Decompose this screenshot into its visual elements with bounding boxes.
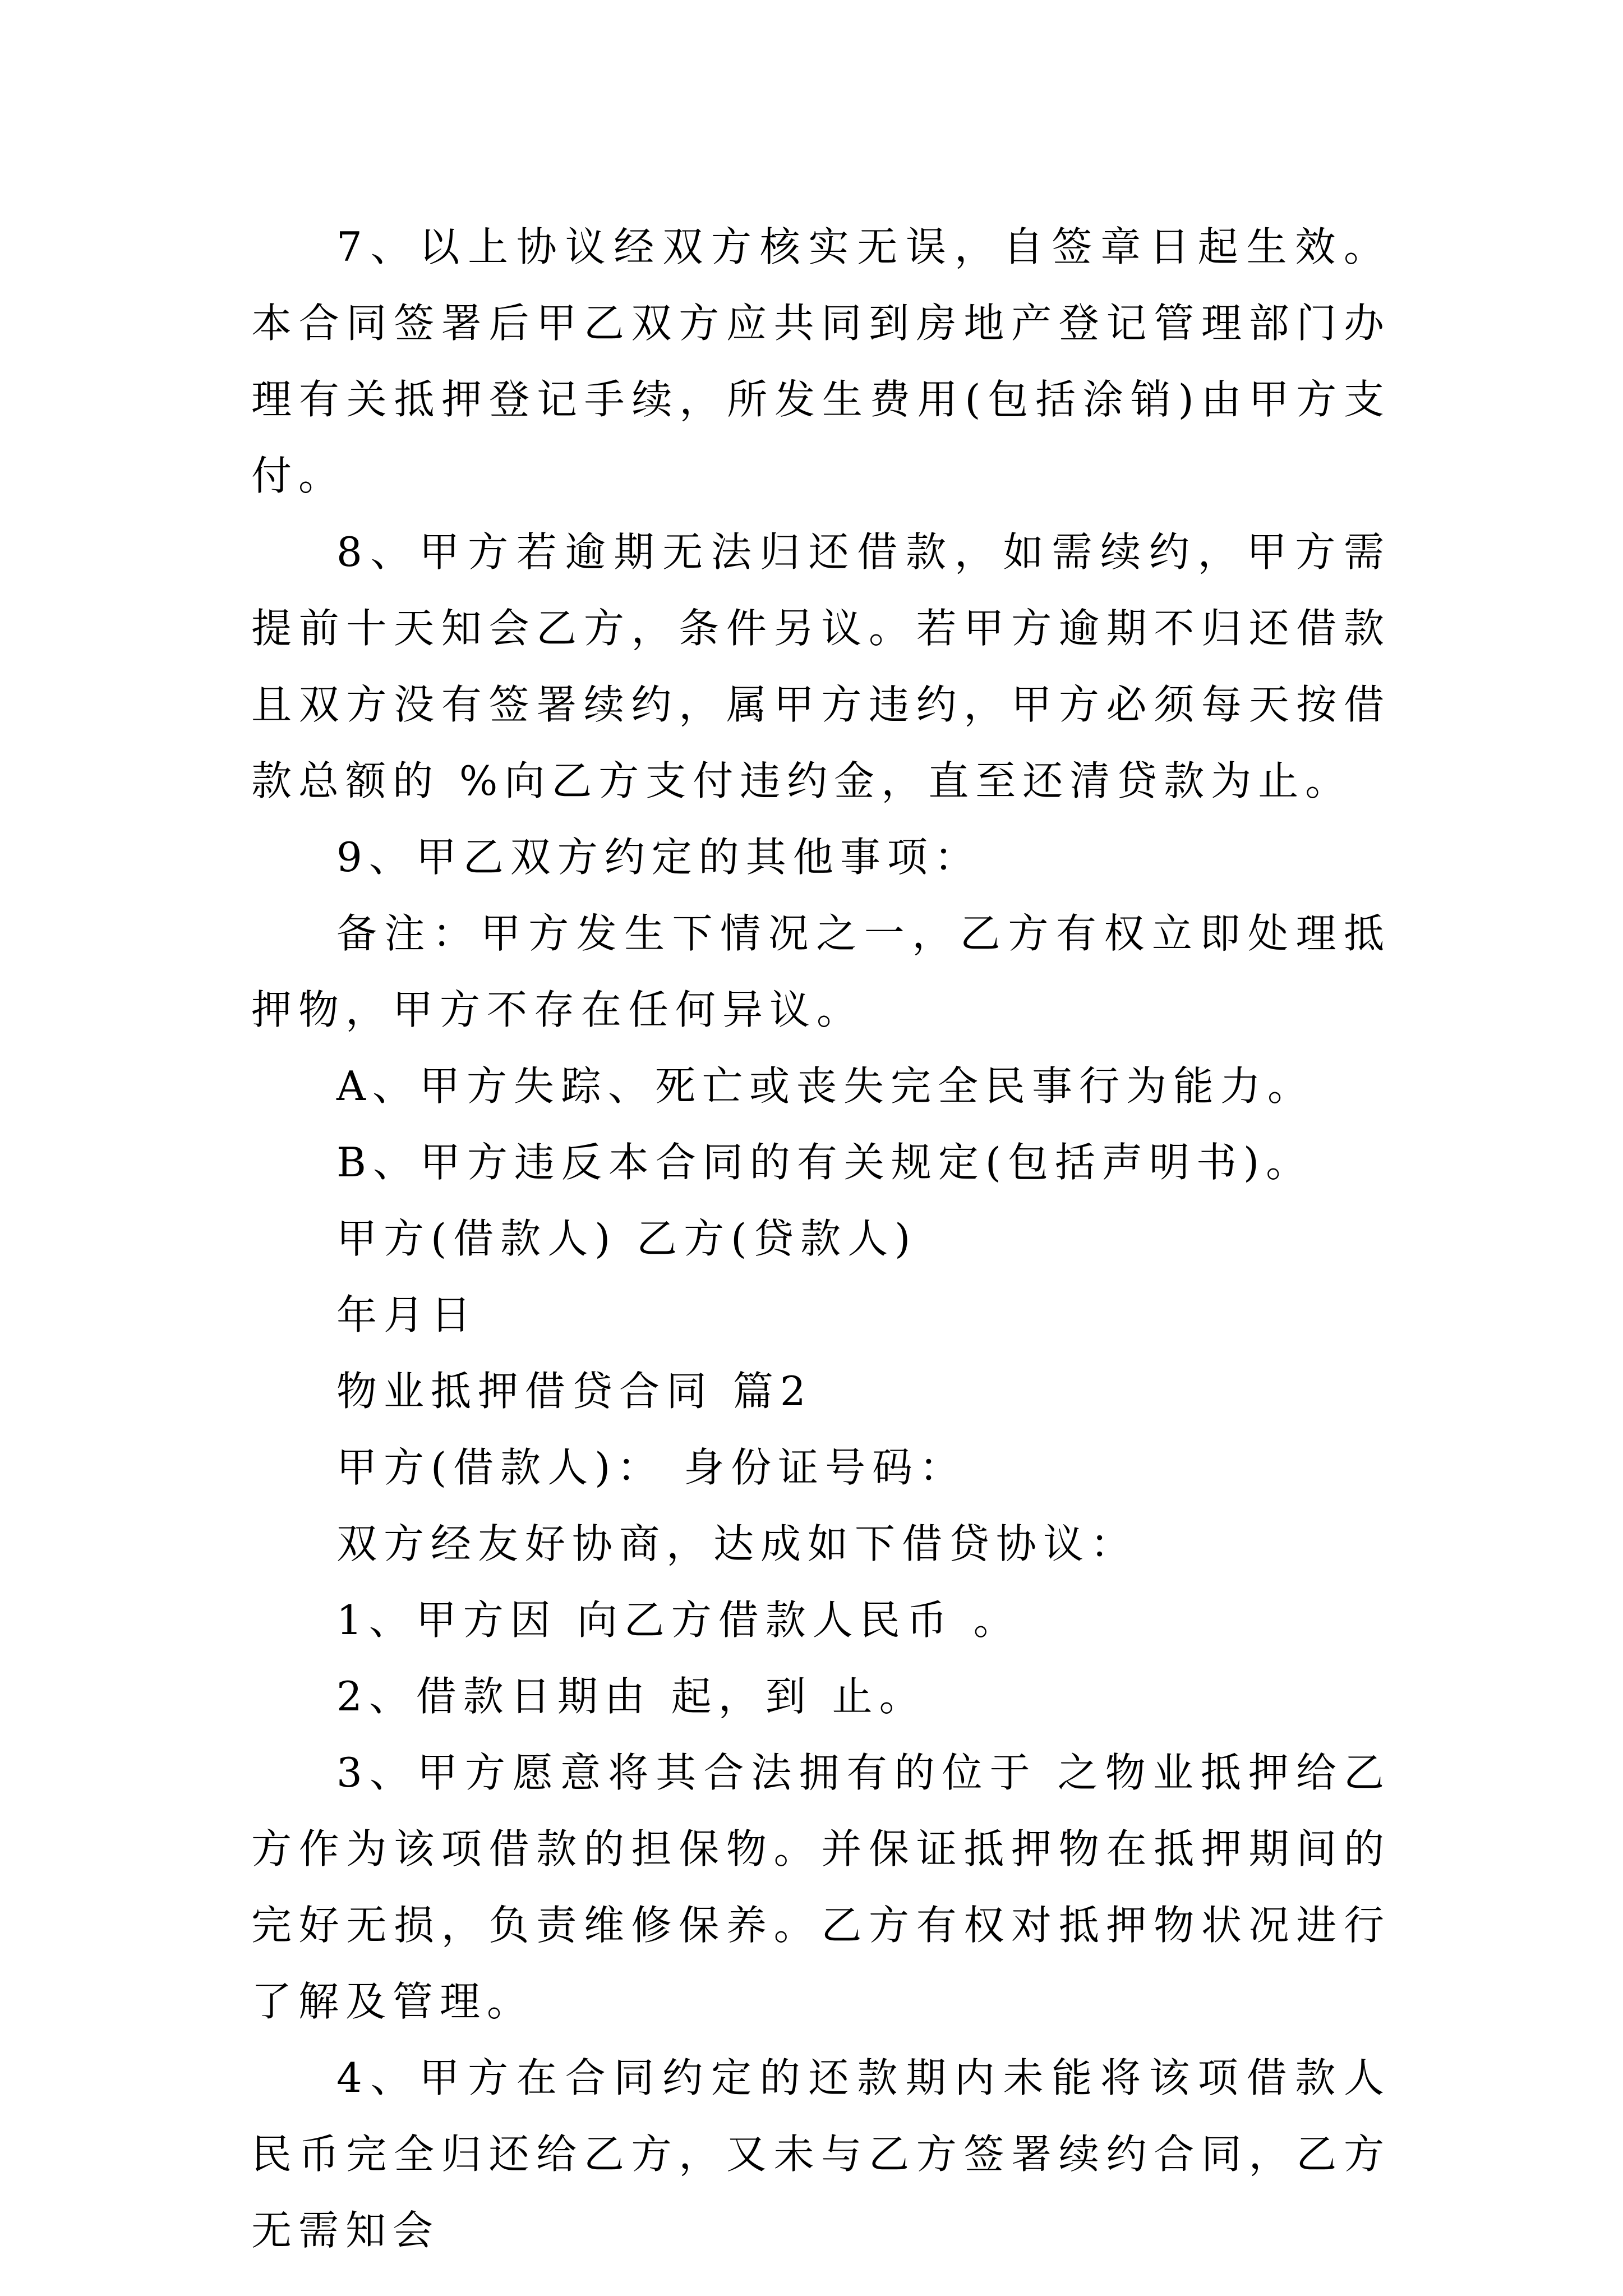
borrower-id-line: 甲方(借款人)： 身份证号码： — [336, 1444, 967, 1491]
document-page — [251, 209, 1391, 2269]
signature-parties-line: 甲方(借款人) 乙方(贷款人) — [336, 1215, 917, 1262]
clause-7-paragraph: 7、以上协议经双方核实无误，自签章日起生效。本合同签署后甲乙双方应共同到房地产登记管理部门办理有关抵押登记手续，所发生费用(包括涂销)由甲方支付。 — [251, 223, 1391, 499]
section-heading-contract-2: 物业抵押借贷合同 篇2 — [336, 1368, 813, 1415]
remark-paragraph: 备注：甲方发生下情况之一，乙方有权立即处理抵押物，甲方不存在任何异议。 — [251, 910, 1391, 1033]
clause-2-paragraph: 2、借款日期由 起，到 止。 — [336, 1673, 926, 1720]
clause-1-paragraph: 1、甲方因 向乙方借款人民币 。 — [336, 1596, 1021, 1644]
agreement-intro-paragraph: 双方经友好协商，达成如下借贷协议： — [336, 1520, 1138, 1567]
remark-item-a: A、甲方失踪、死亡或丧失完全民事行为能力。 — [336, 1062, 1315, 1110]
remark-item-b: B、甲方违反本合同的有关规定(包括声明书)。 — [336, 1139, 1313, 1186]
signature-date-line: 年月日 — [336, 1291, 478, 1338]
clause-4-paragraph: 4、甲方在合同约定的还款期内未能将该项借款人民币完全归还给乙方，又未与乙方签署续约合同，乙方无需知会 — [251, 2054, 1391, 2254]
clause-3-paragraph: 3、甲方愿意将其合法拥有的位于 之物业抵押给乙方作为该项借款的担保物。并保证抵押物在抵押期间的完好无损，负责维修保养。乙方有权对抵押物状况进行了解及管理。 — [251, 1749, 1391, 2025]
clause-9-paragraph: 9、甲乙双方约定的其他事项： — [336, 834, 981, 881]
clause-8-paragraph: 8、甲方若逾期无法归还借款，如需续约，甲方需提前十天知会乙方，条件另议。若甲方逾期不归还借款且双方没有签署续约，属甲方违约，甲方必须每天按借款总额的 %向乙方支付违约金，直至还清贷款为止。 — [251, 528, 1391, 804]
